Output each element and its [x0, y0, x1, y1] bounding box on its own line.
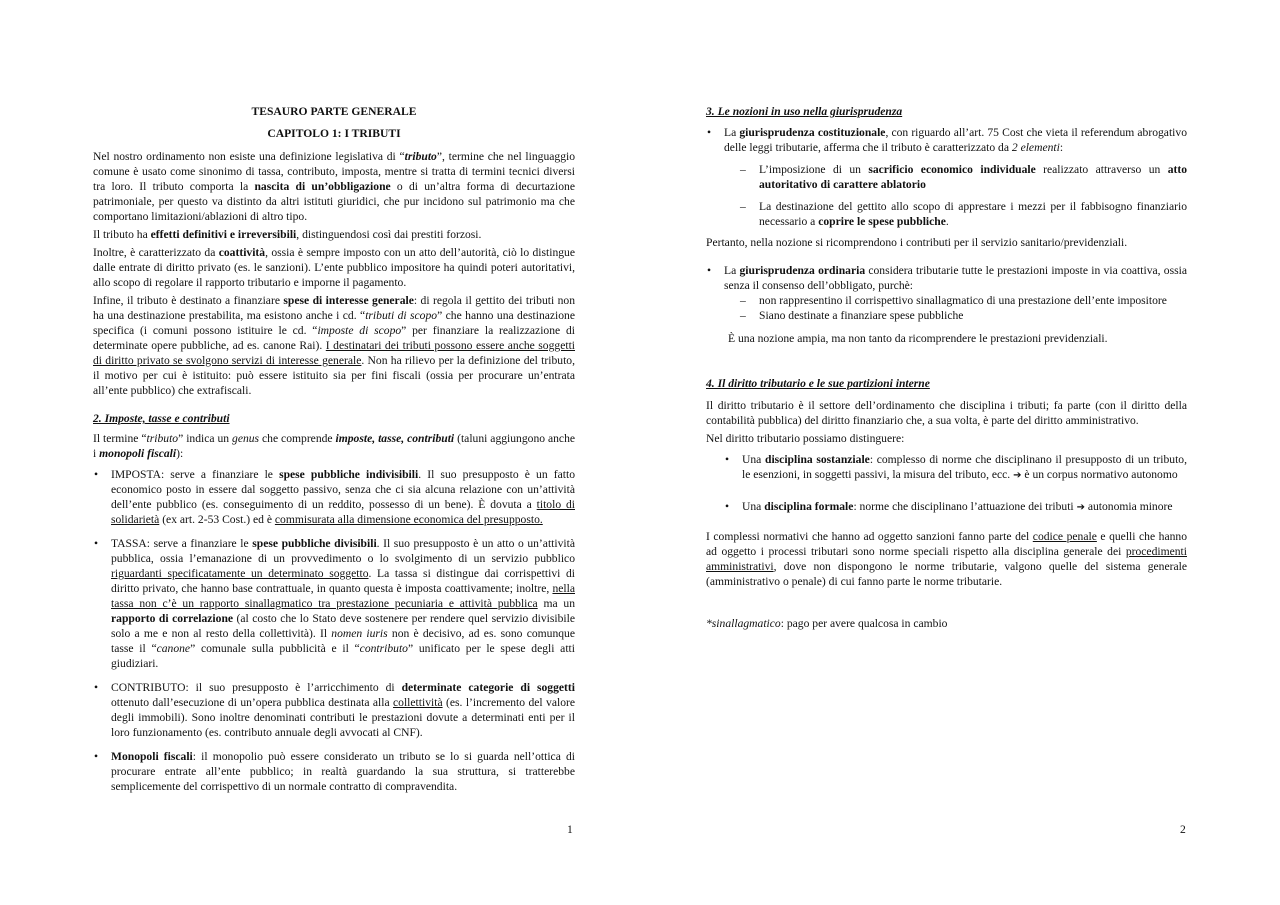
list-item-elemento-1: – L’imposizione di un sacrificio economico individuale realizzato attraverso un atto autoritativo di carattere ablatorio: [724, 162, 1187, 192]
list-item-monopoli: • Monopoli fiscali: il monopolio può essere considerato un tributo se lo si guarda nell’ottica di procurare entrate all’ente pubblico; in realtà guardando la sua struttura, si tratterebbe semplicemente del corrispettivo di un normale contratto di compravendita.: [93, 749, 575, 794]
condizioni-list: [724, 293, 1187, 323]
paragraph-pertanto: Pertanto, nella nozione si ricomprendono i contributi per il servizio sanitario/previdenziali.: [706, 236, 1128, 249]
page-1-column: [93, 104, 575, 794]
list-item-sostanziale: • Una disciplina sostanziale: complesso di norme che disciplinano il presupposto di un tributo, le esenzioni, in soggetti passivi, la misura del tributo, ecc. ➔ è un corpus normativo autonomo: [724, 452, 1187, 483]
list-item-contributo: • CONTRIBUTO: il suo presupposto è l’arricchimento di determinate categorie di soggetti ottenuto dall’esecuzione di un’opera pubblica destinata alla collettività (es. l’incremento del valore degli immobili). Sono inoltre denominati contributi le prestazioni dovute a determinati enti per il loro funzionamento (es. contributo annuale degli avvocati al CNF).: [93, 680, 575, 740]
paragraph-complessi-normativi: I complessi normativi che hanno ad oggetto sanzioni fanno parte del codice penale e quelli che hanno ad oggetto i processi tributari sono norme speciali rispetto alla disciplina generale dei procedimenti amministrativi, dove non dispongono le norme tributarie, valgono quelle del sistema generale (amministrativo o penale) di cui fanno parte le norme tributarie.: [706, 530, 1188, 588]
chapter-title: CAPITOLO 1: I TRIBUTI: [267, 127, 401, 140]
page-number: 1: [567, 823, 573, 836]
giurisprudenza-list: [706, 125, 1187, 229]
paragraph-nozione: È una nozione ampia, ma non tanto da ricomprendere le prestazioni previdenziali.: [728, 332, 1108, 345]
list-item-tassa: • TASSA: serve a finanziare le spese pubbliche divisibili. Il suo presupposto è un atto o un’attività pubblica, ossia l’emanazione di un provvedimento o lo svolgimento di un servizio pubblico riguardanti specificatamente un determinato soggetto. La tassa si distingue dai corrispettivi di diritto privato, che hanno base contrattuale, in quanto questa è imposta coattivamente; inoltre, nella tassa non c’è un rapporto sinallagmatico tra prestazione pecuniaria e attività pubblica ma un rapporto di correlazione (al costo che lo Stato deve sostenere per rendere quel servizio divisibile solo a me e non al resto della collettività). Il nomen iuris non è decisivo, ad es. sono comunque tasse il “canone” comunale sulla pubblicità e il “contributo” unificato per le spese degli atti giudiziari.: [93, 536, 575, 671]
document-title: TESAURO PARTE GENERALE: [251, 105, 417, 118]
elementi-list: [724, 162, 1187, 229]
giurisprudenza-ordinaria-list: [706, 263, 1187, 323]
discipline-list: [706, 452, 1187, 515]
tributi-list: [93, 467, 575, 794]
section-heading-4: 4. Il diritto tributario e le sue partizioni interne: [706, 377, 930, 390]
paragraph-coattivita: Inoltre, è caratterizzato da coattività, ossia è sempre imposto con un atto dell’autorità, ciò lo distingue dalle entrate di diritto privato (es. le sanzioni). L’ente pubblico impositore ha quindi poteri autoritativi, allo scopo di regolare il rapporto tributario e imporne il pagamento.: [93, 246, 575, 289]
page-2-column: [706, 104, 1187, 631]
list-item-giur-costituzionale: • La giurisprudenza costituzionale, con riguardo all’art. 75 Cost che vieta il referendum abrogativo delle leggi tributarie, afferma che il tributo è caratterizzato da 2 elementi: – L’imposizione di un sacrificio economico individuale realizzato attraverso un atto autoritativo di carattere ablatorio – La destinazione del gettito allo scopo di apprestare i mezzi per il fabbisogno finanziario necessario a coprire le spese pubbliche.: [706, 125, 1187, 229]
list-item-condizione-1: – non rappresentino il corrispettivo sinallagmatico di una prestazione dell’ente impositore: [724, 293, 1187, 308]
arrow-right-icon: ➔: [1076, 502, 1085, 513]
paragraph-spese: Infine, il tributo è destinato a finanziare spese di interesse generale: di regola il gettito dei tributi non ha una destinazione prestabilita, ma esistono anche i cd. “tributi di scopo” che hanno una destinazione specifica (i comuni possono istituire le cd. “imposte di scopo” per finanziare la realizzazione di determinate opere pubbliche, ad es. canone Rai). I destinatari dei tributi possono essere anche soggetti di diritto privato se svolgono servizi di interesse generale. Non ha rilievo per la definizione del tributo, il motivo per cui è istituito: può essere istituito sia per fini fiscali (ossia per procurare un’entrata all’ente pubblico) che extrafiscali.: [93, 294, 576, 397]
list-item-giur-ordinaria: • La giurisprudenza ordinaria considera tributarie tutte le prestazioni imposte in via coattiva, ossia senza il consenso dell’obbligato, purchè: – non rappresentino il corrispettivo sinallagmatico di una prestazione dell’ente impositore – Siano destinate a finanziare spese pubbliche: [706, 263, 1187, 323]
list-item-formale: • Una disciplina formale: norme che disciplinano l’attuazione dei tributi ➔ autonomia minore: [724, 499, 1187, 515]
page-number: 2: [1180, 823, 1186, 836]
paragraph-definition: Nel nostro ordinamento non esiste una definizione legislativa di “tributo”, termine che nel linguaggio comune è usato come sinonimo di tassa, contributo, imposta, mentre si tratta di termini tecnici diversi tra loro. Il tributo comporta la nascita di un’obbligazione o di un’altra forma di decurtazione patrimoniale, per questo va distinto da altri istituti giuridici, che pur incidono sul patrimonio ma che comportano limitazioni/ablazioni di altro tipo.: [93, 150, 576, 223]
section-heading-3: 3. Le nozioni in uso nella giurisprudenza: [706, 105, 903, 118]
arrow-right-icon: ➔: [1013, 470, 1022, 481]
section-heading-2: 2. Imposte, tasse e contributi: [93, 412, 230, 425]
paragraph-effetti: Il tributo ha effetti definitivi e irreversibili, distinguendosi così dai prestiti forzosi.: [93, 228, 482, 241]
footnote-sinallagmatico: *sinallagmatico: pago per avere qualcosa in cambio: [706, 617, 948, 630]
list-item-condizione-2: – Siano destinate a finanziare spese pubbliche: [724, 308, 1187, 323]
paragraph-distinguere: Nel diritto tributario possiamo distinguere:: [706, 432, 905, 445]
page-2: [640, 0, 1280, 905]
paragraph-genus: Il termine “tributo” indica un genus che comprende imposte, tasse, contributi (taluni aggiungono anche i monopoli fiscali):: [93, 432, 576, 460]
list-item-elemento-2: – La destinazione del gettito allo scopo di apprestare i mezzi per il fabbisogno finanziario necessario a coprire le spese pubbliche.: [724, 199, 1187, 229]
list-item-imposta: • IMPOSTA: serve a finanziare le spese pubbliche indivisibili. Il suo presupposto è un fatto economico posto in essere dal soggetto passivo, senza che ci sia alcuna relazione con un’attività dell’ente pubblico (es. conseguimento di un reddito, possesso di un bene). È dovuta a titolo di solidarietà (ex art. 2-53 Cost.) ed è commisurata alla dimensione economica del presupposto.: [93, 467, 575, 527]
paragraph-diritto-tributario: Il diritto tributario è il settore dell’ordinamento che disciplina i tributi; fa parte (con il diritto della contabilità pubblica) del diritto finanziario che, a sua volta, è parte del diritto amministrativo.: [706, 399, 1187, 427]
